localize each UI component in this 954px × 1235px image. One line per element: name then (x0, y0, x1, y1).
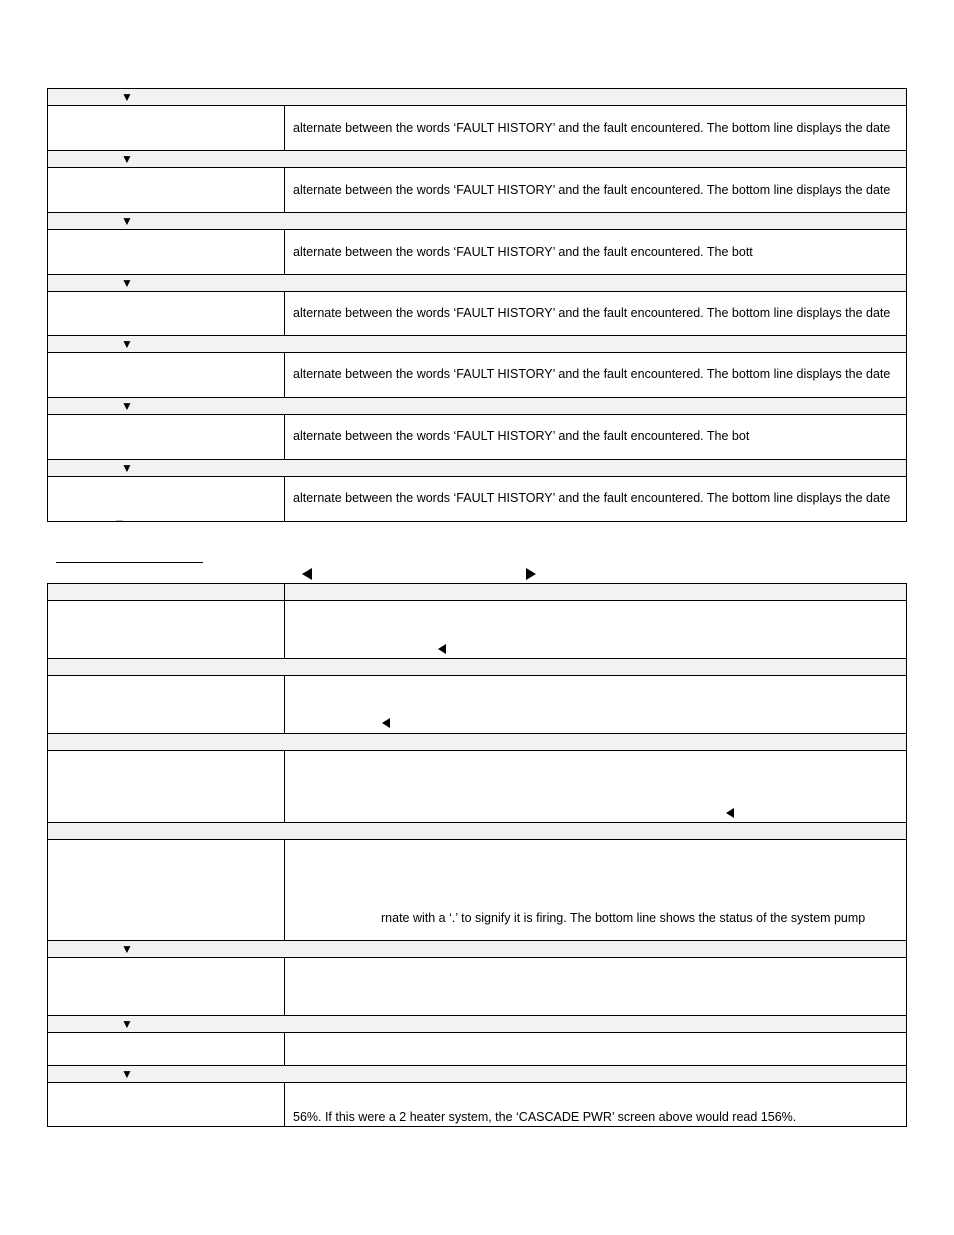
table-row (48, 168, 906, 213)
row-description: alternate between the words ‘FAULT HISTORY’ and the fault encountered. The bott (293, 245, 753, 259)
cascade-table (47, 583, 907, 1127)
row-description: alternate between the words ‘FAULT HISTORY’ and the fault encountered. The bottom line displays the date (293, 306, 891, 320)
table-row (48, 1033, 906, 1066)
down-arrow-icon: ▼ (121, 399, 133, 413)
section-header (48, 151, 906, 168)
table-row (48, 230, 906, 275)
row-description: alternate between the words ‘FAULT HISTORY’ and the fault encountered. The bottom line displays the date (293, 367, 891, 381)
row-description: alternate between the words ‘FAULT HISTORY’ and the fault encountered. The bottom line displays the date (293, 183, 891, 197)
section-header (48, 584, 906, 601)
down-arrow-icon: ▼ (121, 942, 133, 956)
left-arrow-icon (302, 568, 312, 580)
down-arrow-icon: ▼ (121, 152, 133, 166)
section-header (48, 275, 906, 292)
section-header (48, 398, 906, 415)
section-header (48, 213, 906, 230)
table-row (48, 353, 906, 398)
section-title-underline (56, 562, 203, 563)
down-arrow-icon: ▼ (121, 276, 133, 290)
table-row (48, 958, 906, 1016)
row-description: 56%. If this were a 2 heater system, the ‘CASCADE PWR’ screen above would read 156%. (293, 1110, 797, 1124)
right-arrow-icon (526, 568, 536, 580)
section-header (48, 1066, 906, 1083)
section-header (48, 1016, 906, 1033)
row-description: alternate between the words ‘FAULT HISTORY’ and the fault encountered. The bottom line displays the date (293, 121, 891, 135)
table-row (48, 477, 906, 521)
left-arrow-icon (438, 644, 446, 654)
left-arrow-icon (382, 718, 390, 728)
section-header (48, 659, 906, 676)
down-arrow-icon: ▼ (121, 214, 133, 228)
down-arrow-icon: ▼ (121, 337, 133, 351)
table-row (48, 751, 906, 823)
section-header (48, 941, 906, 958)
dash-mark: – (116, 513, 124, 528)
section-header (48, 823, 906, 840)
table-row (48, 106, 906, 151)
down-arrow-icon: ▼ (121, 1017, 133, 1031)
table-row (48, 840, 906, 941)
section-header (48, 460, 906, 477)
table-row (48, 415, 906, 460)
down-arrow-icon: ▼ (121, 461, 133, 475)
row-description: alternate between the words ‘FAULT HISTORY’ and the fault encountered. The bot (293, 429, 750, 443)
table-row (48, 676, 906, 734)
fault-history-table (47, 88, 907, 522)
left-arrow-icon (726, 808, 734, 818)
section-header (48, 734, 906, 751)
row-description: rnate with a ‘.’ to signify it is firing. The bottom line shows the status of the system pump (381, 911, 866, 925)
row-description: alternate between the words ‘FAULT HISTORY’ and the fault encountered. The bottom line displays the date (293, 491, 891, 505)
table-row (48, 292, 906, 336)
down-arrow-icon: ▼ (121, 90, 133, 104)
section-header (48, 336, 906, 353)
down-arrow-icon: ▼ (121, 1067, 133, 1081)
table-row (48, 1083, 906, 1126)
table-row (48, 601, 906, 659)
section-header (48, 89, 906, 106)
